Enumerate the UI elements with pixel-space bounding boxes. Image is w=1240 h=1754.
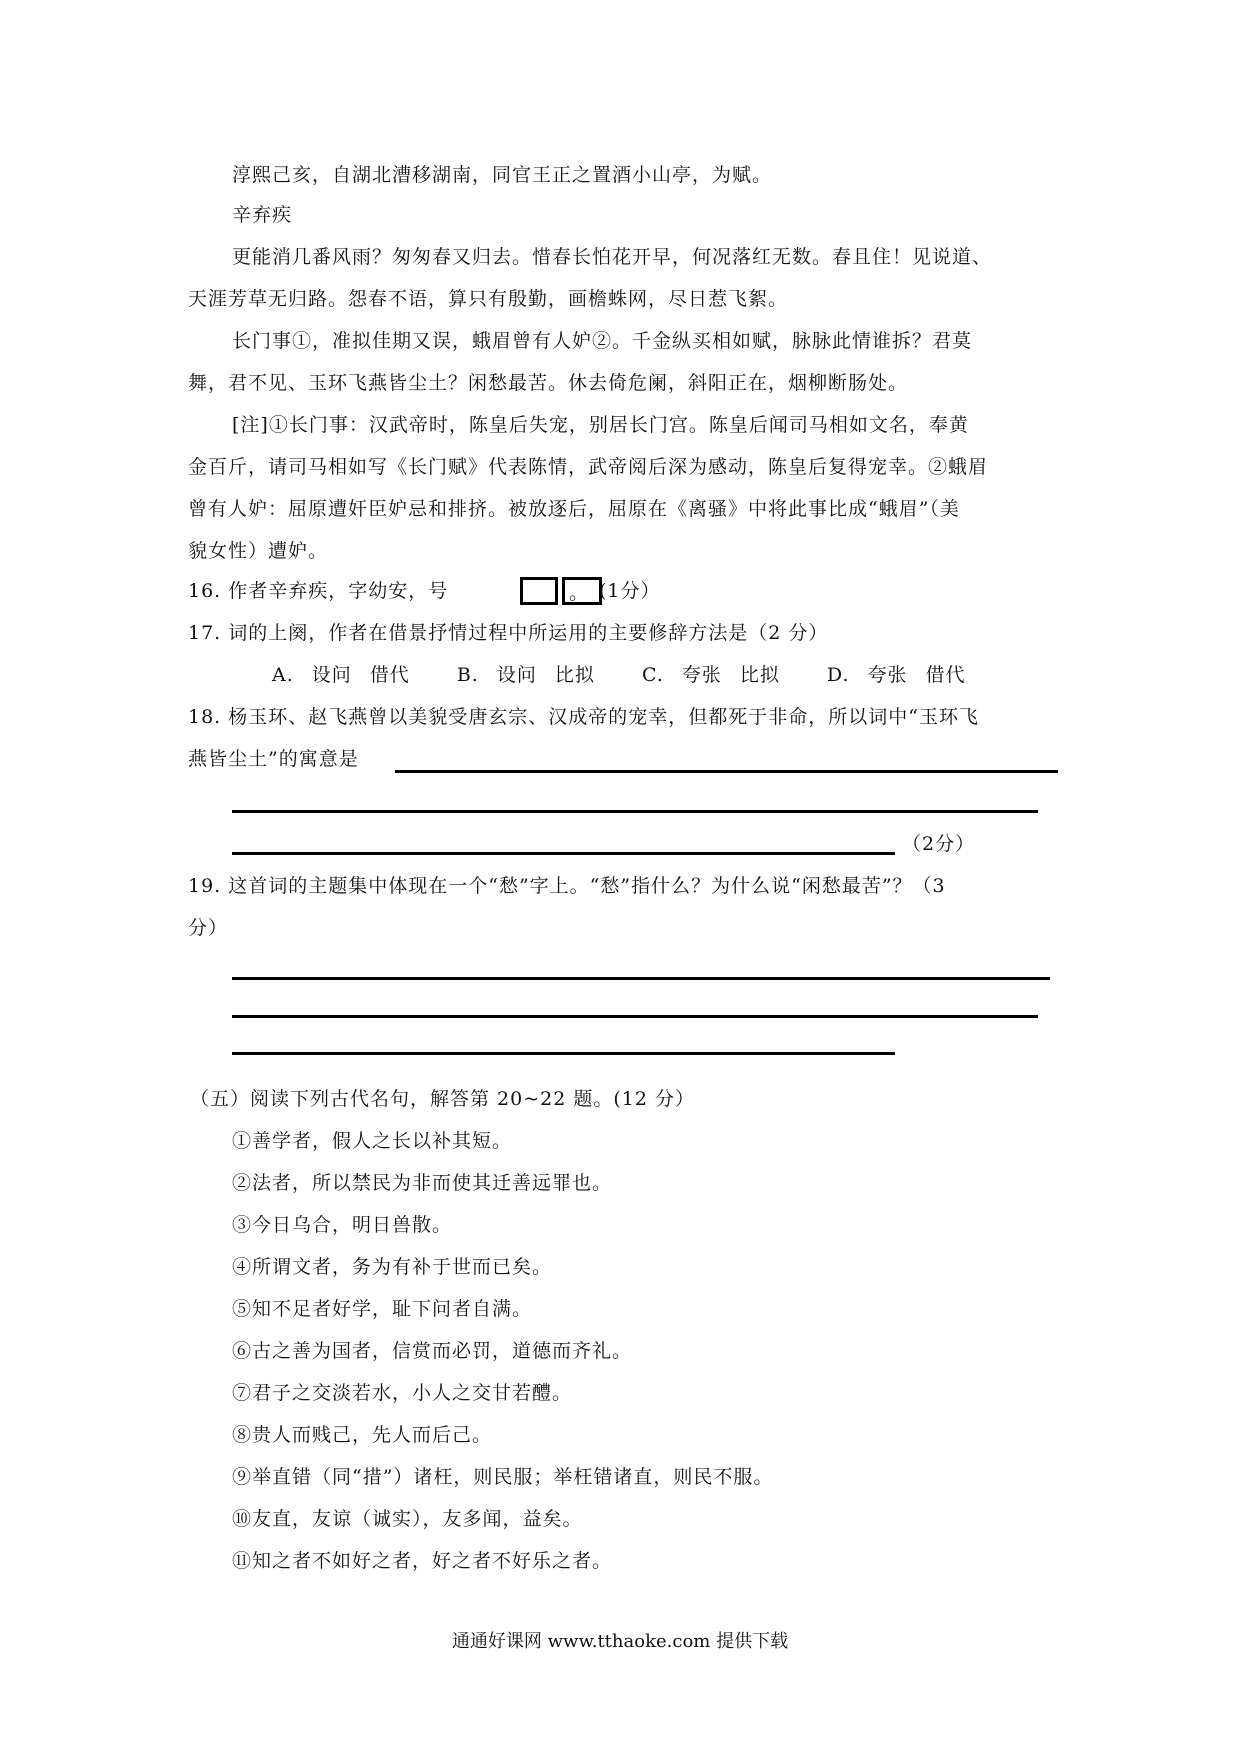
quote-item: ⑥古之善为国者，信赏而必罚，道德而齐礼。 — [232, 1340, 633, 1362]
poem-author: 辛弃疾 — [232, 204, 293, 226]
quote-item: ①善学者，假人之长以补其短。 — [232, 1130, 513, 1152]
quote-item: ⑩友直，友谅（诚实），友多闻，益矣。 — [232, 1508, 583, 1530]
question-16-text: 16. 作者辛弃疾，字幼安，号 — [188, 580, 449, 602]
option-c[interactable]: C. 夸张 比拟 — [641, 664, 780, 686]
option-d[interactable]: D. 夸张 借代 — [826, 664, 966, 686]
answer-box-period: 。 — [569, 582, 590, 604]
quote-item: ⑦君子之交淡若水，小人之交甘若醴。 — [232, 1382, 573, 1404]
poem-preface: 淳熙己亥，自湖北漕移湖南，同官王正之置酒小山亭，为赋。 — [232, 164, 773, 186]
quote-item: ⑧贵人而贱己，先人而后己。 — [232, 1424, 493, 1446]
question-17-options — [272, 663, 1006, 687]
question-18-line2: 燕皆尘土”的寓意是 — [188, 748, 359, 770]
poem-stanza2-line1: 长门事①，准拟佳期又误，蛾眉曾有人妒②。千金纵买相如赋，脉脉此情谁拆？君莫 — [232, 330, 973, 352]
answer-line-19-1[interactable] — [232, 977, 1050, 980]
quote-item: ③今日乌合，明日兽散。 — [232, 1214, 453, 1236]
question-19-line2: 分） — [188, 917, 229, 939]
question-16 — [188, 579, 448, 603]
quote-item: ⑨举直错（同“措”）诸枉，则民服；举枉错诸直，则民不服。 — [232, 1466, 774, 1488]
answer-line-18-3[interactable] — [232, 852, 895, 855]
answer-line-18-2[interactable] — [232, 810, 1038, 813]
poem-note-line1: [注]①长门事：汉武帝时，陈皇后失宠，别居长门宫。陈皇后闻司马相如文名，奉黄 — [232, 414, 969, 436]
answer-line-18-1[interactable] — [395, 770, 1058, 773]
poem-stanza1-line2: 天涯芳草无归路。怨春不语，算只有殷勤，画檐蛛网，尽日惹飞絮。 — [188, 288, 789, 310]
quote-item: ⑪知之者不如好之者，好之者不好乐之者。 — [232, 1550, 613, 1572]
question-17: 17. 词的上阕，作者在借景抒情过程中所运用的主要修辞方法是（2 分） — [188, 622, 829, 644]
answer-line-19-3[interactable] — [232, 1052, 895, 1055]
poem-note-line2: 金百斤，请司马相如写《长门赋》代表陈情，武帝阅后深为感动，陈皇后复得宠幸。②蛾眉 — [188, 456, 989, 478]
quote-item: ④所谓文者，务为有补于世而已矣。 — [232, 1256, 553, 1278]
quote-item: ②法者，所以禁民为非而使其迁善远罪也。 — [232, 1172, 613, 1194]
question-18-score: （2分） — [902, 833, 976, 855]
quote-item: ⑤知不足者好学，耻下问者自满。 — [232, 1298, 533, 1320]
poem-note-line4: 貌女性）遭妒。 — [188, 540, 329, 562]
poem-note-line3: 曾有人妒：屈原遭奸臣妒忌和排挤。被放逐后，屈原在《离骚》中将此事比成“蛾眉”（美 — [188, 498, 960, 520]
option-a[interactable]: A. 设问 借代 — [272, 664, 410, 686]
question-16-score: (1分） — [599, 580, 661, 602]
answer-box-1[interactable] — [520, 577, 558, 605]
question-18-line1: 18. 杨玉环、赵飞燕曾以美貌受唐玄宗、汉成帝的宠幸，但都死于非命，所以词中“玉环飞 — [188, 706, 979, 728]
option-b[interactable]: B. 设问 比拟 — [456, 664, 595, 686]
page-footer: 通通好课网 www.tthaoke.com 提供下载 — [451, 1631, 789, 1652]
answer-line-19-2[interactable] — [232, 1015, 1038, 1018]
question-19-line1: 19. 这首词的主题集中体现在一个“愁”字上。“愁”指什么？为什么说“闲愁最苦”？（3 — [188, 875, 946, 897]
section-5-heading: （五）阅读下列古代名句，解答第 20~22 题。(12 分） — [190, 1088, 695, 1110]
poem-stanza2-line2: 舞，君不见、玉环飞燕皆尘土？闲愁最苦。休去倚危阑，斜阳正在，烟柳断肠处。 — [188, 372, 909, 394]
poem-stanza1-line1: 更能消几番风雨？匆匆春又归去。惜春长怕花开早，何况落红无数。春且住！见说道、 — [232, 246, 993, 268]
